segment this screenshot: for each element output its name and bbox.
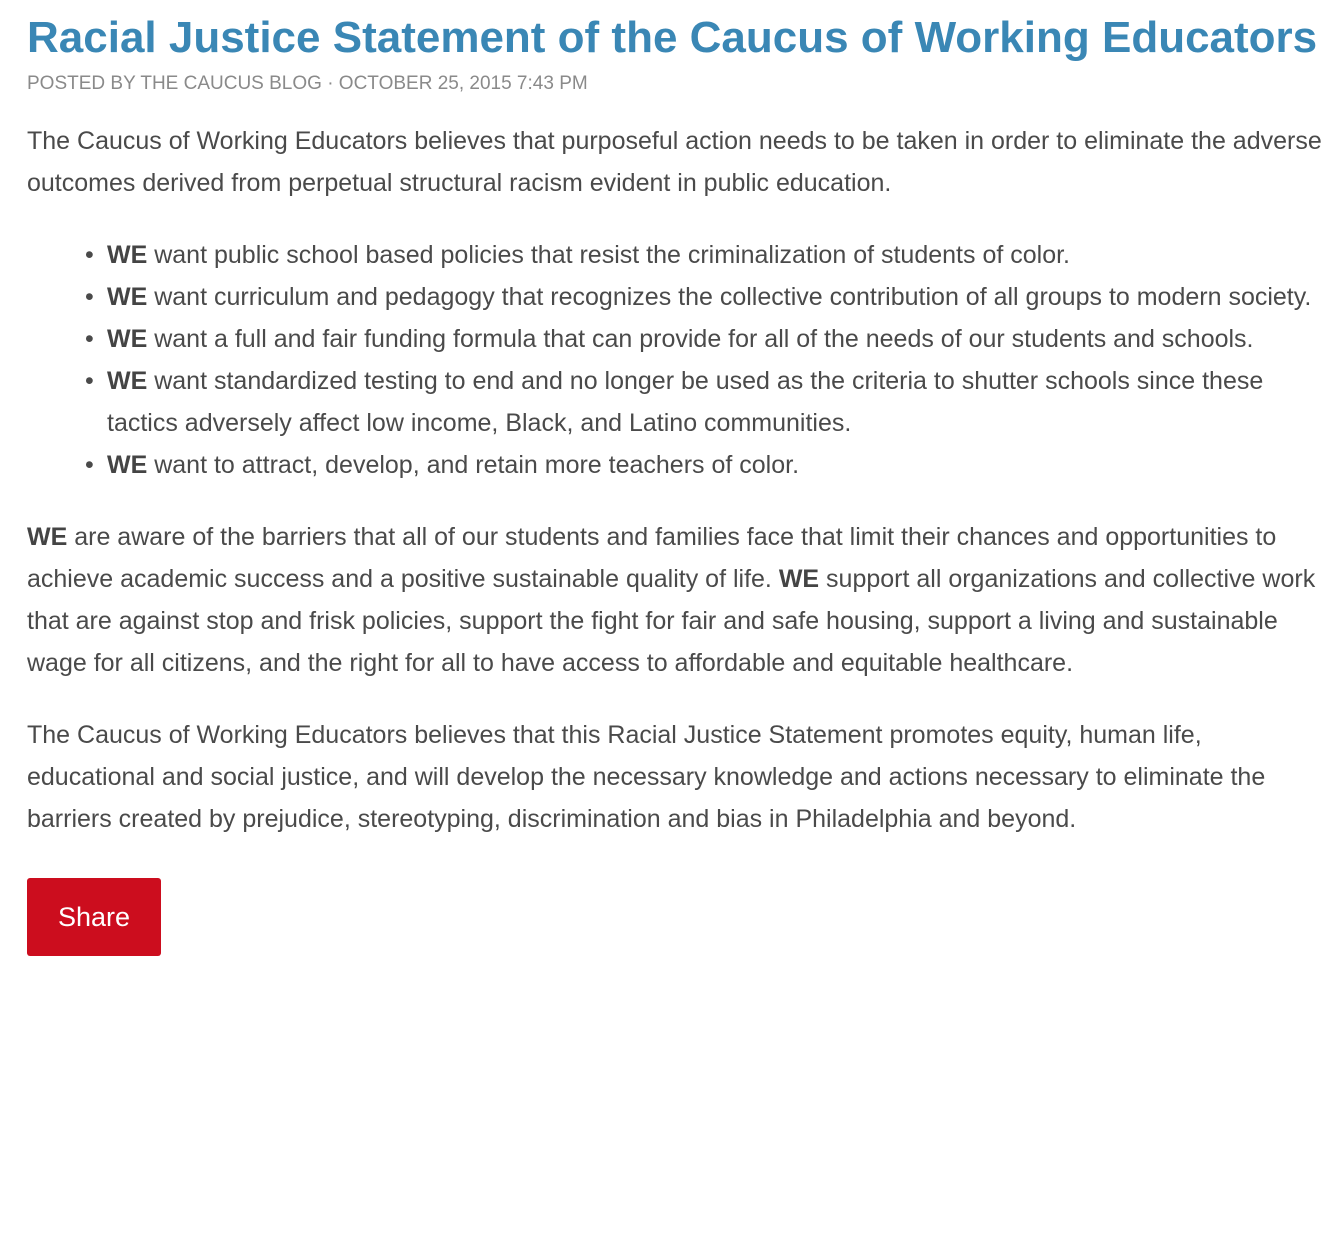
list-item-text: want to attract, develop, and retain more teachers of color. <box>147 451 800 479</box>
share-button[interactable]: Share <box>27 878 161 956</box>
we-emphasis: WE <box>107 283 148 311</box>
intro-paragraph: The Caucus of Working Educators believes that purposeful action needs to be taken in order to eliminate the adverse outcomes derived from perpetual structural racism evident in public education. <box>27 127 1322 197</box>
list-item-text: want standardized testing to end and no longer be used as the criteria to shutter schools since these tactics adversely affect low income, Black, and Latino communities. <box>107 367 1264 437</box>
we-emphasis: WE <box>27 523 68 551</box>
we-emphasis: WE <box>107 325 148 353</box>
list-item <box>107 276 1327 318</box>
awareness-text-1: are aware of the barriers that all of our students and families face that limit their chances and opportunities to achieve academic success and a positive sustainable quality of life. <box>27 523 1277 593</box>
post-meta: POSTED BY THE CAUCUS BLOG · OCTOBER 25, 2015 7:43 PM <box>27 73 588 94</box>
post-body <box>27 120 1327 840</box>
list-item-text: want curriculum and pedagogy that recognizes the collective contribution of all groups to modern society. <box>147 283 1312 311</box>
closing-paragraph: The Caucus of Working Educators believes that this Racial Justice Statement promotes equity, human life, educational and social justice, and will develop the necessary knowledge and actions necessary to eliminate the barriers created by prejudice, stereotyping, discrimination and bias in Philadelphia and beyond. <box>27 721 1266 833</box>
list-item <box>107 444 1327 486</box>
we-emphasis: WE <box>107 451 148 479</box>
list-item-text: want public school based policies that resist the criminalization of students of color. <box>147 241 1070 269</box>
list-item <box>107 318 1327 360</box>
awareness-paragraph <box>27 516 1327 684</box>
we-emphasis: WE <box>107 241 148 269</box>
we-emphasis: WE <box>107 367 148 395</box>
post-title-link[interactable]: Racial Justice Statement of the Caucus of Working Educators <box>27 13 1318 62</box>
post-title <box>27 14 1327 62</box>
list-item-text: want a full and fair funding formula that can provide for all of the needs of our students and schools. <box>147 325 1254 353</box>
awareness-text-2: support all organizations and collective work that are against stop and frisk policies, support the fight for fair and safe housing, support a living and sustainable wage for all citizens, and the right for all to have access to affordable and equitable healthcare. <box>27 565 1316 677</box>
list-item <box>107 234 1327 276</box>
list-item <box>107 360 1327 444</box>
demands-list <box>27 234 1327 486</box>
we-emphasis: WE <box>778 565 820 593</box>
